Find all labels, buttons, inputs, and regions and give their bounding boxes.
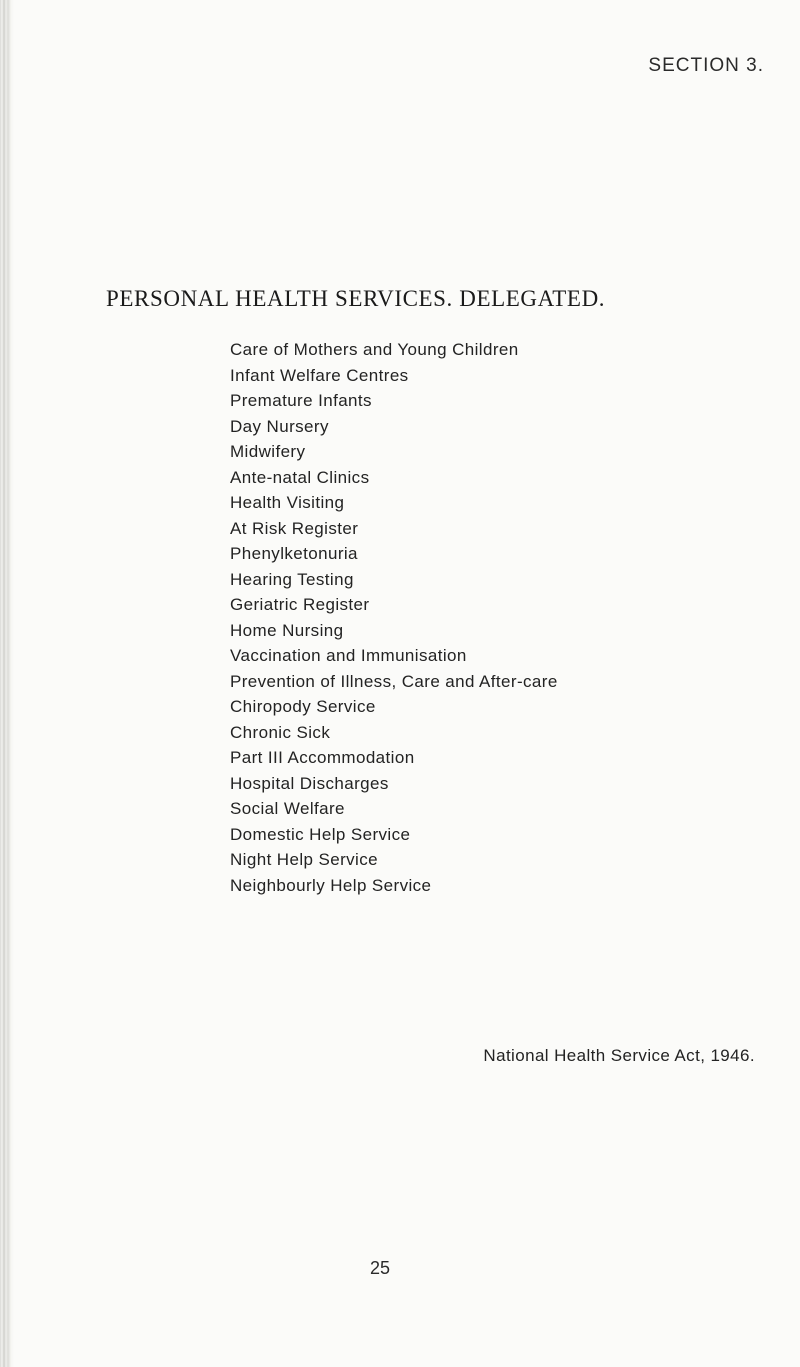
- list-item: Home Nursing: [230, 620, 344, 640]
- list-item: Care of Mothers and Young Children: [230, 340, 519, 359]
- list-item: Infant Welfare Centres: [230, 365, 409, 385]
- act-reference: National Health Service Act, 1946.: [483, 1046, 755, 1065]
- list-item: Ante-natal Clinics: [230, 467, 370, 487]
- list-item: Chiropody Service: [230, 697, 376, 716]
- list-item: Geriatric Register: [230, 595, 370, 614]
- list-item: At Risk Register: [230, 518, 359, 538]
- list-item: Night Help Service: [230, 850, 378, 869]
- list-item: Vaccination and Immunisation: [230, 646, 467, 665]
- list-item: Part III Accommodation: [230, 748, 415, 767]
- list-item: Chronic Sick: [230, 722, 331, 742]
- page-number: 25: [369, 1258, 391, 1278]
- list-item: Social Welfare: [230, 799, 345, 818]
- list-item: Health Visiting: [230, 493, 345, 512]
- page-binding-edge: [0, 0, 14, 1367]
- page-title: PERSONAL HEALTH SERVICES. DELEGATED.: [106, 286, 606, 311]
- list-item: Domestic Help Service: [230, 824, 411, 844]
- list-item: Phenylketonuria: [230, 544, 358, 563]
- list-item: Prevention of Illness, Care and After-care: [230, 671, 558, 691]
- services-list: [230, 337, 558, 898]
- list-item: Hospital Discharges: [230, 773, 389, 793]
- section-label: SECTION 3.: [648, 55, 764, 76]
- list-item: Hearing Testing: [230, 569, 354, 589]
- list-item: Neighbourly Help Service: [230, 875, 432, 895]
- list-item: Day Nursery: [230, 416, 329, 436]
- list-item: Midwifery: [230, 442, 306, 461]
- list-item: Premature Infants: [230, 391, 372, 410]
